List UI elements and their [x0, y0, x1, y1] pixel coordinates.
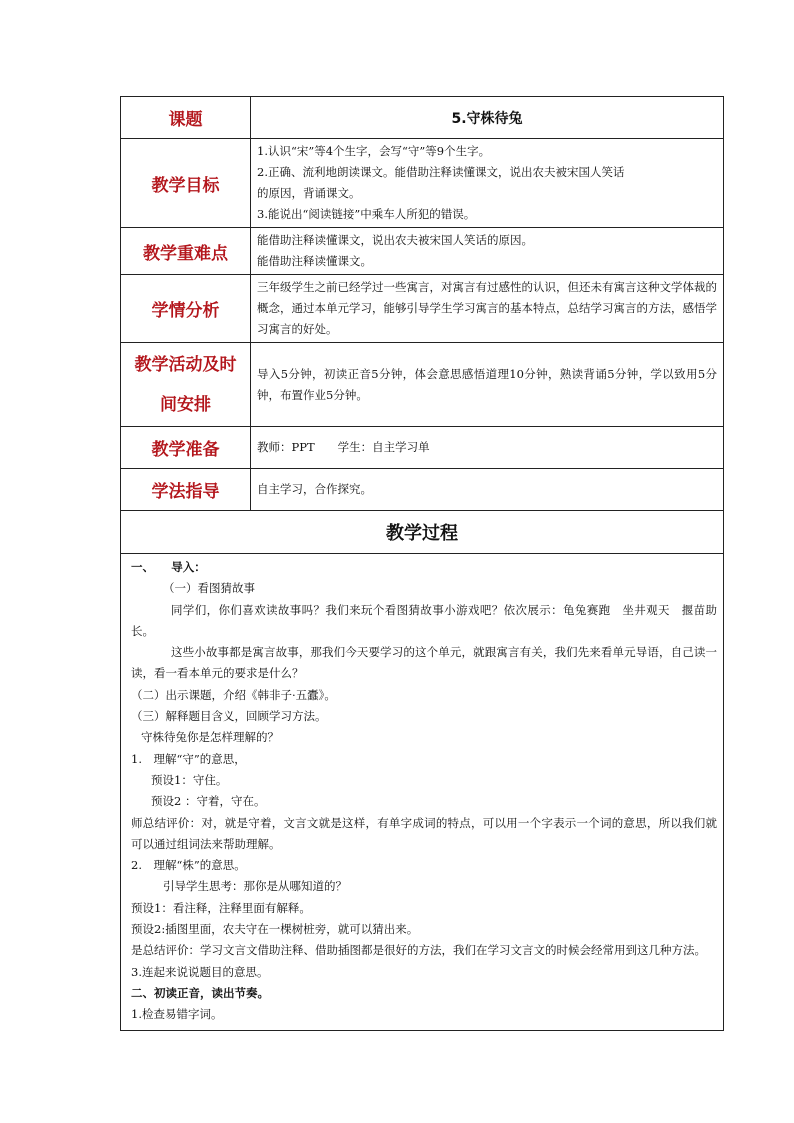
process-line: 是总结评价：学习文言文借助注释、借助插图都是很好的方法，我们在学习文言文的时候会经常用到这几种方法。	[131, 943, 706, 958]
lesson-plan-table	[120, 96, 724, 1031]
process-line: 二、初读正音，读出节奏。	[131, 985, 269, 1000]
row-process-heading	[121, 511, 724, 554]
label-activities-line2: 间安排	[160, 394, 211, 415]
process-line: 1. 理解“守”的意思，	[131, 751, 246, 766]
label-activities	[121, 343, 251, 427]
process-line: 预设2 ：守着，守在。	[151, 794, 266, 809]
process-line: 3.连起来说说题目的意思。	[131, 964, 269, 979]
row-process-body	[121, 554, 724, 1031]
label-activities-line1: 教学活动及时	[134, 354, 237, 375]
process-line: 同学们，你们喜欢读故事吗？我们来玩个看图猜故事小游戏吧？依次展示：龟兔赛跑 坐井观天 揠苗助长。	[131, 602, 717, 638]
row-method	[121, 469, 724, 511]
label-key-points: 教学重难点	[121, 228, 251, 275]
process-line: （二）出示课题，介绍《韩非子·五蠹》。	[131, 687, 336, 702]
row-activities	[121, 343, 724, 427]
process-line: 预设1：看注释，注释里面有解释。	[131, 900, 311, 915]
process-line: 守株待兔你是怎样理解的？	[141, 730, 279, 745]
row-key-points	[121, 228, 724, 275]
goal-line: 1.认识“宋”等4个生字，会写“守”等9个生字。	[257, 144, 491, 158]
process-line: 1.检查易错字词。	[131, 1007, 223, 1022]
label-goals: 教学目标	[121, 139, 251, 228]
process-line: 这些小故事都是寓言故事，那我们今天要学习的这个单元，就跟寓言有关，我们先来看单元导语，自己读一读，看一看本单元的要求是什么？	[131, 645, 717, 681]
process-body	[121, 554, 724, 1031]
method-content: 自主学习，合作探究。	[251, 469, 724, 511]
lesson-title: 5.守株待兔	[251, 97, 724, 139]
row-analysis	[121, 275, 724, 343]
process-line: 预设1：守住。	[151, 772, 228, 787]
process-heading: 教学过程	[121, 511, 724, 554]
process-line: （一）看图猜故事	[163, 581, 255, 596]
row-goals	[121, 139, 724, 228]
label-title: 课题	[121, 97, 251, 139]
analysis-content: 三年级学生之前已经学过一些寓言，对寓言有过感性的认识，但还未有寓言这种文学体裁的概念，通过本单元学习，能够引导学生学习寓言的基本特点，总结学习寓言的方法，感悟学习寓言的好处。	[251, 275, 724, 343]
activities-content: 导入5分钟，初读正音5分钟，体会意思感悟道理10分钟，熟读背诵5分钟，学以致用5分钟，布置作业5分钟。	[251, 343, 724, 427]
process-line: 一、 导入：	[131, 560, 206, 574]
preparation-content: 教师：PPT 学生：自主学习单	[251, 427, 724, 469]
label-preparation: 教学准备	[121, 427, 251, 469]
goal-line: 3.能说出“阅读链接”中乘车人所犯的错误。	[257, 207, 476, 221]
goal-line: 的原因，背诵课文。	[257, 186, 361, 200]
key-points-content	[251, 228, 724, 275]
process-line: 2. 理解“株”的意思。	[131, 858, 246, 873]
goals-content	[251, 139, 724, 228]
process-line: （三）解释题目含义，回顾学习方法。	[131, 709, 327, 724]
goal-line: 2.正确、流利地朗读课文。能借助注释读懂课文，说出农夫被宋国人笑话	[257, 165, 625, 179]
key-point-line: 能借助注释读懂课文，说出农夫被宋国人笑话的原因。	[257, 233, 533, 247]
process-line: 引导学生思考：那你是从哪知道的？	[163, 879, 347, 894]
row-title	[121, 97, 724, 139]
label-analysis: 学情分析	[121, 275, 251, 343]
label-method: 学法指导	[121, 469, 251, 511]
process-line: 预设2:插图里面，农夫守在一棵树桩旁，就可以猜出来。	[131, 922, 419, 937]
key-point-line: 能借助注释读懂课文。	[257, 254, 372, 268]
process-line: 师总结评价：对，就是守着，文言文就是这样，有单字成词的特点，可以用一个字表示一个词的意思，所以我们就可以通过组词法来帮助理解。	[131, 815, 717, 851]
row-preparation	[121, 427, 724, 469]
